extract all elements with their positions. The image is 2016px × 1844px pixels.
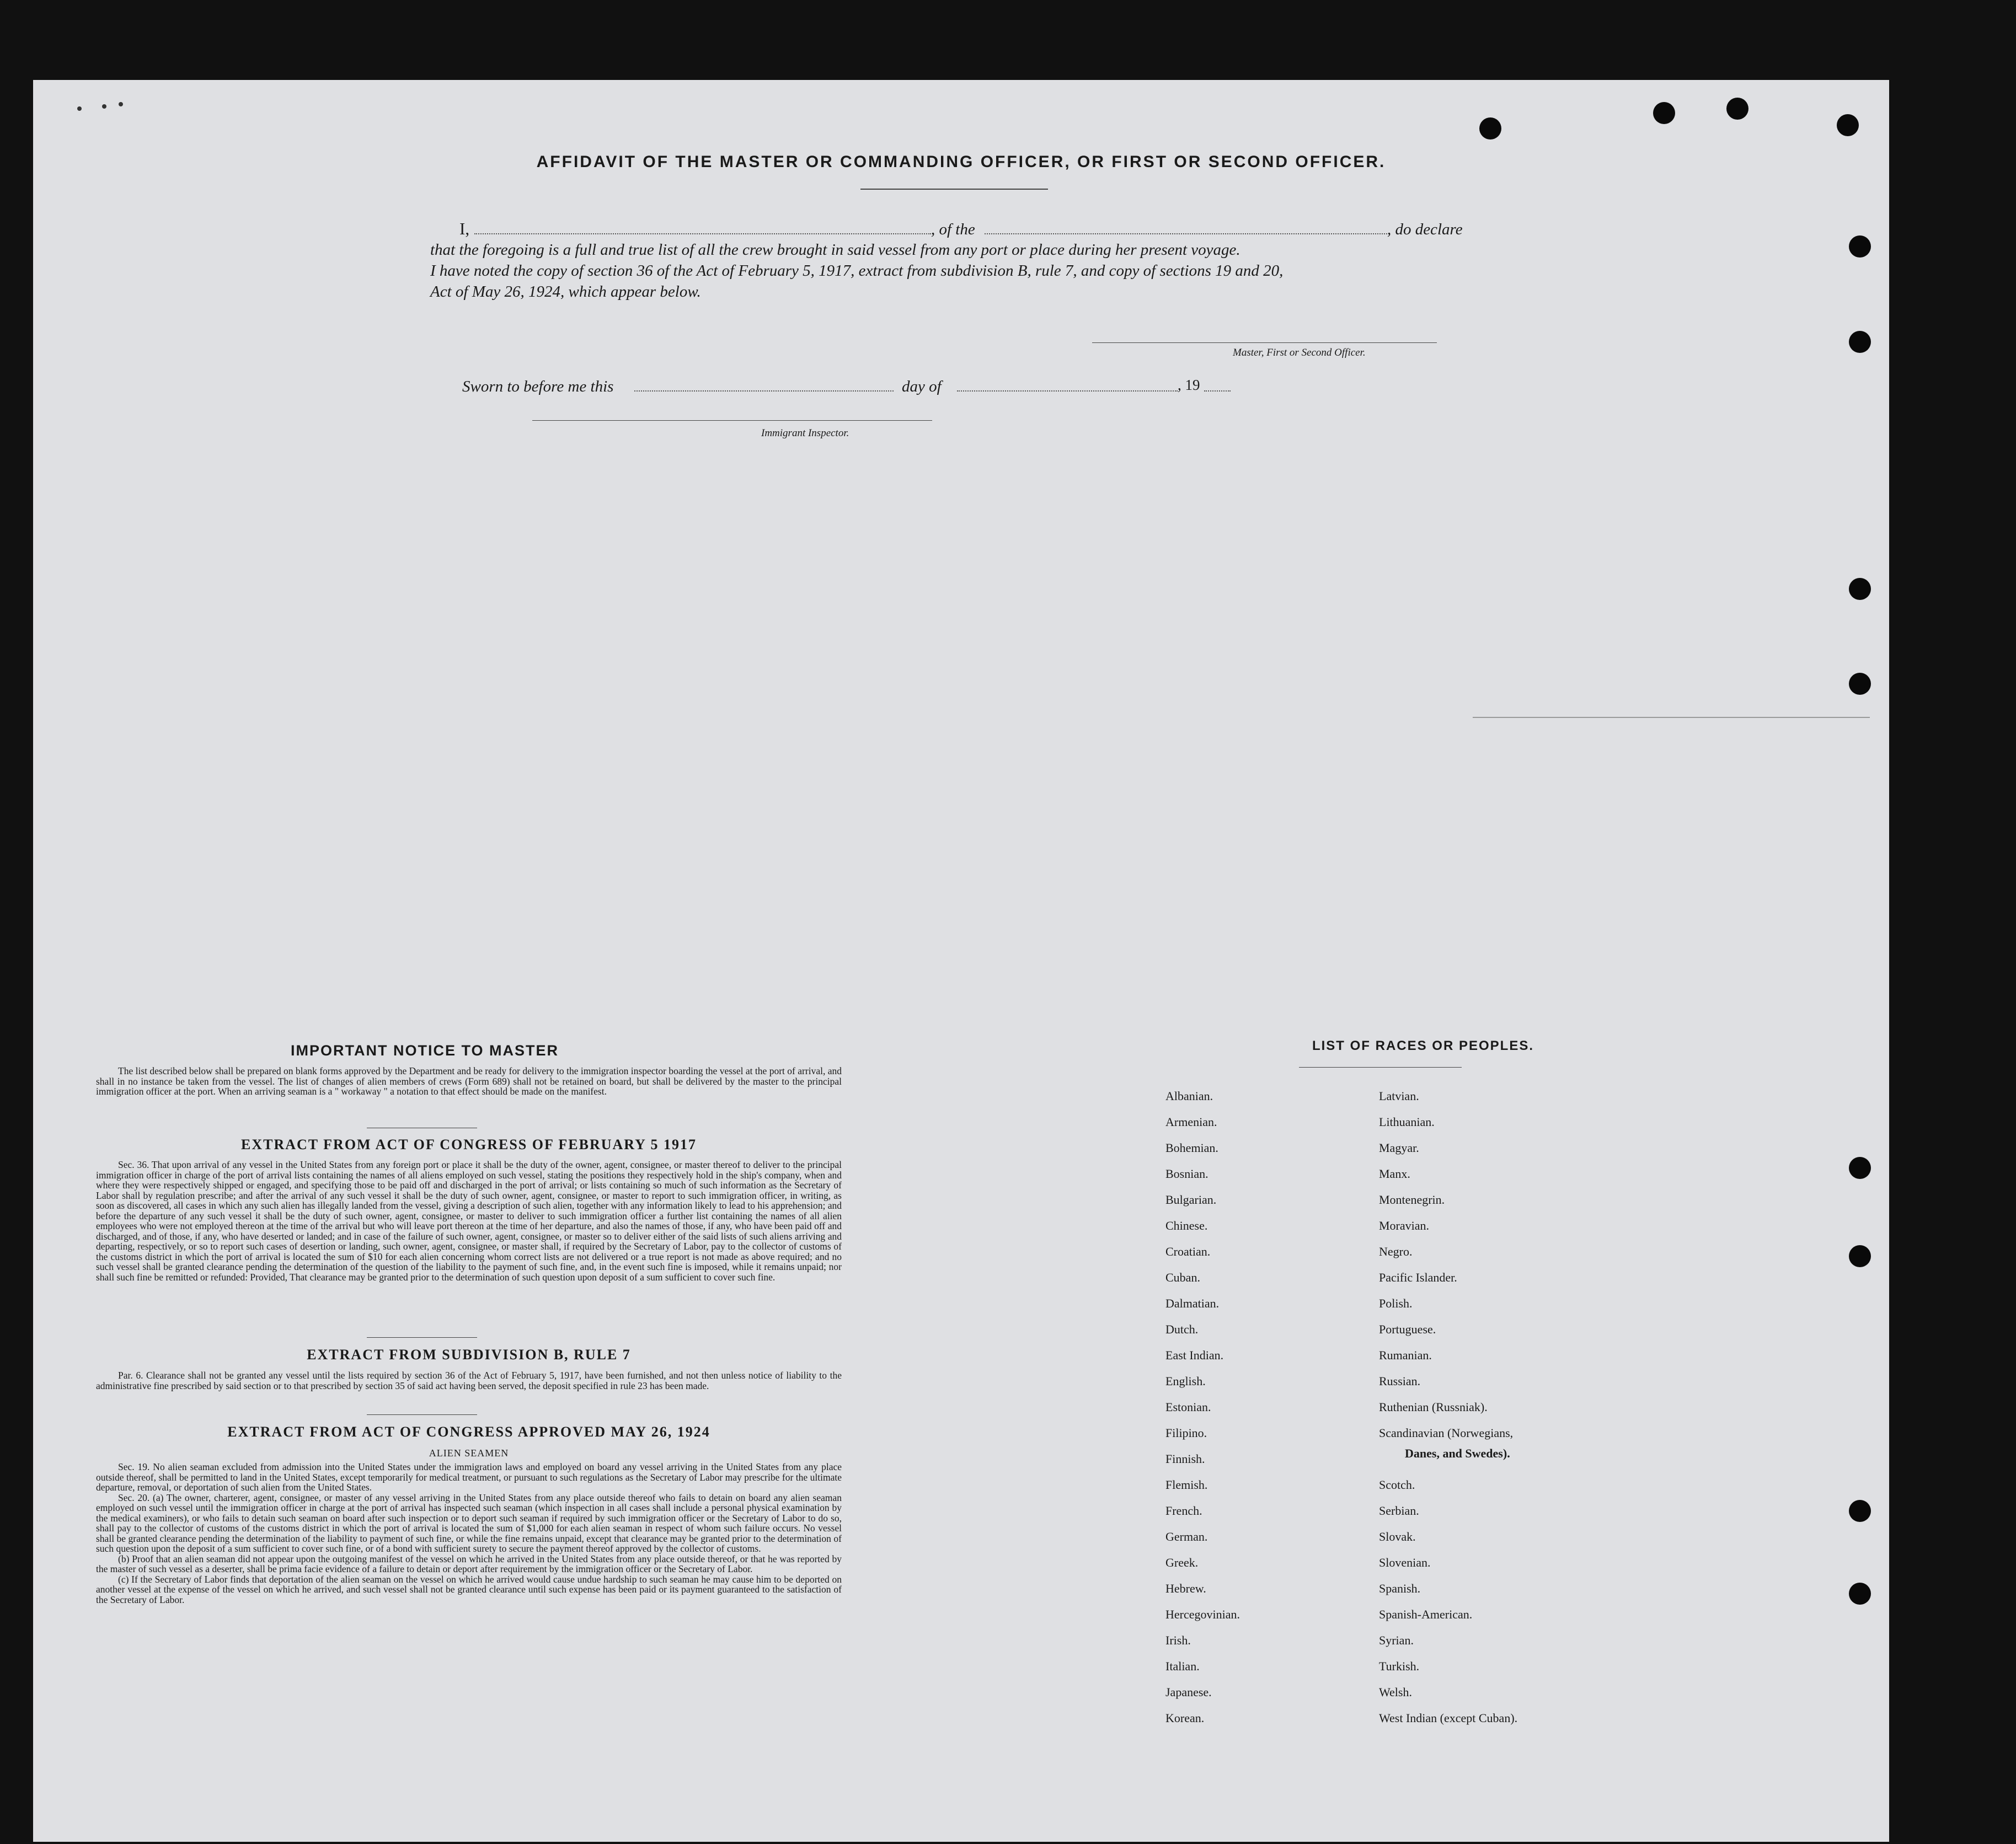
manifest-page	[33, 80, 1889, 1842]
race-item: Ruthenian (Russniak).	[1379, 1400, 1488, 1414]
race-item: Spanish-American.	[1379, 1607, 1473, 1621]
race-item: Croatian.	[1165, 1245, 1211, 1258]
sec19-text: Sec. 19. No alien seaman excluded from admission into the United States under the immigration laws and employed on board any vessel arriving in the United States from any place outside thereof, shall be permitted to land in the United States, except temporarily for medical treatment, or pursuant to such regulations as the Secretary of Labor may prescribe for the ultimate departure, removal, or deportation of such alien from the United States.	[96, 1461, 842, 1493]
race-item: Scandinavian (Norwegians,	[1379, 1426, 1514, 1440]
races-title: LIST OF RACES OR PEOPLES.	[1312, 1038, 1534, 1053]
race-item: Flemish.	[1165, 1478, 1208, 1492]
punch-hole	[1837, 114, 1859, 136]
sworn-day-blank[interactable]	[634, 390, 894, 392]
race-item: Armenian.	[1165, 1115, 1217, 1129]
races-underline	[1299, 1067, 1462, 1068]
punch-hole	[1849, 1583, 1871, 1605]
fold-line	[1473, 717, 1870, 718]
punch-hole	[1849, 673, 1871, 695]
race-item: Lithuanian.	[1379, 1115, 1435, 1129]
rule7-divider	[367, 1414, 477, 1415]
race-item: Syrian.	[1379, 1633, 1414, 1647]
race-item: Magyar.	[1379, 1141, 1419, 1155]
inspector-label: Immigrant Inspector.	[761, 427, 849, 439]
race-item: Montenegrin.	[1379, 1193, 1445, 1207]
extract-1917-title: EXTRACT FROM ACT OF CONGRESS OF FEBRUARY 5 1917	[241, 1137, 697, 1152]
punch-hole	[1849, 1245, 1871, 1267]
punch-hole	[1479, 117, 1501, 140]
punch-hole	[1849, 1157, 1871, 1179]
punch-hole	[1653, 102, 1675, 124]
race-item: Filipino.	[1165, 1426, 1207, 1440]
race-item: Rumanian.	[1379, 1348, 1432, 1362]
rule7-text: Par. 6. Clearance shall not be granted any vessel until the lists required by section 36 of the Act of February 5, 1917, have been furnished, and not then unless notice of liability to the administrative fine prescribed by said section or to that prescribed by section 35 of said act having been served, the deposit specified in rule 23 has been made.	[96, 1370, 842, 1391]
extract-1917-divider	[367, 1337, 477, 1338]
sec20a-text: Sec. 20. (a) The owner, charterer, agent, consignee, or master of any vessel arriving in the United States from any place outside thereof who fails to detain on board any alien seaman employed on such vessel until the immigration officer in charge at the port of arrival has inspected such seaman (which inspection in all cases shall include a personal physical examination by the medical examiners), or who fails to detain such seaman on board after such inspection or to deport such seaman if required by such immigration officer or the Secretary of Labor to do so, shall pay to the collector of customs of the customs district in which the port of arrival is located the sum of $1,000 for each alien seaman in respect of whom such failure occurs. No vessel shall be granted clearance pending the determination of the liability to payment of such fine, or while the fine remains unpaid, except that clearance may be granted prior to the determination of such question upon the deposit of a sum sufficient to cover such fine, or of a bond with sufficient surety to secure the payment thereof approved by the collector of customs.	[96, 1492, 842, 1554]
inspector-signature-line[interactable]	[532, 420, 932, 421]
affidavit-i: I,	[459, 219, 470, 238]
extract-1917-text: Sec. 36. That upon arrival of any vessel in the United States from any foreign port or place it shall be the duty of the owner, agent, consignee, or master thereof to deliver to the principal immigration officer in charge of the port of arrival lists containing the names of all aliens employed on such vessel, stating the positions they respectively hold in the ship's company, when and where they were respectively shipped or engaged, and specifying those to be paid off and discharged in the port of arrival; or lists containing so much of such information as the Secretary of Labor shall by regulation prescribe; and after the arrival of any such vessel it shall be the duty of such owner, agent, consignee, or master to report to such immigration officer, in writing, as soon as discovered, all cases in which any such alien has illegally landed from the vessel, giving a description of such alien, together with any information likely to lead to his apprehension; and before the departure of any such vessel it shall be the duty of such owner, agent, consignee, or master to deliver to such immigration officer a further list containing the names of all alien employees who were not employed thereon at the time of the arrival but who will leave port thereon at the time of her departure, and also the names of those, if any, who have been paid off and discharged, and of those, if any, who have deserted or landed; and in case of the failure of such owner, agent, consignee, or master so to deliver either of the said lists of such aliens arriving and departing, respectively, or so to report such cases of desertion or landing, such owner, agent, consignee, or master shall, if required by the Secretary of Labor, pay to the collector of customs of the customs district in which the port of arrival is located the sum of $10 for each alien concerning whom correct lists are not delivered or a true report is not made as above required; and no such vessel shall be granted clearance pending the determination of the question of the liability to the payment of such fine, and, in the event such fine is imposed, while it remains unpaid; nor shall such fine be remitted or refunded: Provided, That clearance may be granted prior to the determination of such question upon deposit of a sum sufficient to cover such fine.	[96, 1159, 842, 1283]
race-item: English.	[1165, 1374, 1206, 1388]
race-item: Estonian.	[1165, 1400, 1211, 1414]
punch-hole	[1726, 98, 1748, 120]
race-item: Portuguese.	[1379, 1322, 1436, 1336]
race-item: Slovak.	[1379, 1530, 1416, 1543]
speck	[77, 106, 82, 111]
race-item: Welsh.	[1379, 1685, 1412, 1699]
alien-seamen-subtitle: ALIEN SEAMEN	[429, 1448, 509, 1459]
race-item: Pacific Islander.	[1379, 1271, 1457, 1284]
sec20c-text: (c) If the Secretary of Labor finds that deportation of the alien seaman on the vessel on which he arrived would cause undue hardship to such seaman he may cause him to be deported on another vessel at the expense of the vessel on which he arrived, and such vessel shall not be granted clearance until such expense has been paid or its payment guaranteed to the satisfaction of the Secretary of Labor.	[96, 1573, 842, 1605]
race-item: Bosnian.	[1165, 1167, 1208, 1181]
race-item: Greek.	[1165, 1556, 1199, 1569]
punch-hole	[1849, 1500, 1871, 1522]
notice-text: The list described below shall be prepared on blank forms approved by the Department and be ready for delivery to the immigration inspector boarding the vessel at the port of arrival, and shall in no instance be taken from the vessel. The list of changes of alien members of crews (Form 689) shall not be retained on board, but shall be delivered by the master to the principal immigration officer at the port. When an arriving seaman is a " workaway " a notation to that effect should be made on the manifest.	[96, 1065, 842, 1097]
year-blank[interactable]	[1204, 390, 1231, 392]
race-item: West Indian (except Cuban).	[1379, 1711, 1518, 1725]
race-item: Scotch.	[1379, 1478, 1415, 1492]
affidavit-declare: , do declare	[1387, 221, 1463, 238]
year-prefix: , 19	[1178, 377, 1200, 393]
punch-hole	[1849, 578, 1871, 600]
race-item: Serbian.	[1379, 1504, 1419, 1518]
race-item: Polish.	[1379, 1296, 1413, 1310]
race-item: Spanish.	[1379, 1582, 1421, 1595]
race-item: Irish.	[1165, 1633, 1191, 1647]
sworn-month-blank[interactable]	[957, 390, 1178, 392]
race-item: Danes, and Swedes).	[1405, 1446, 1510, 1460]
master-signature-line[interactable]	[1092, 342, 1437, 343]
sec20b-text: (b) Proof that an alien seaman did not appear upon the outgoing manifest of the vessel on which he arrived in the United States from any place outside thereof, or that he was reported by the master of such vessel as a deserter, shall be prima facie evidence of a failure to detain or deport after requirement by the immigration officer or the Secretary of Labor.	[96, 1553, 842, 1574]
race-item: Chinese.	[1165, 1219, 1208, 1232]
punch-hole	[1849, 235, 1871, 258]
race-item: Korean.	[1165, 1711, 1205, 1725]
race-item: East Indian.	[1165, 1348, 1224, 1362]
race-item: Albanian.	[1165, 1089, 1213, 1103]
race-item: Russian.	[1379, 1374, 1421, 1388]
day-of-text: day of	[902, 378, 942, 395]
race-item: French.	[1165, 1504, 1202, 1518]
rule7-title: EXTRACT FROM SUBDIVISION B, RULE 7	[307, 1347, 631, 1363]
affidavit-line2: that the foregoing is a full and true list of all the crew brought in said vessel from any port or place during her present voyage.	[430, 241, 1240, 259]
affidavit-title: AFFIDAVIT OF THE MASTER OR COMMANDING OFFICER, OR FIRST OR SECOND OFFICER.	[536, 153, 1386, 171]
race-item: Japanese.	[1165, 1685, 1212, 1699]
punch-hole	[1849, 331, 1871, 353]
affidavit-line3: I have noted the copy of section 36 of the Act of February 5, 1917, extract from subdivision B, rule 7, and copy of sections 19 and 20,	[430, 262, 1284, 280]
race-item: Manx.	[1379, 1167, 1410, 1181]
affidavit-line4: Act of May 26, 1924, which appear below.	[430, 283, 701, 301]
race-item: Hercegovinian.	[1165, 1607, 1240, 1621]
sworn-text: Sworn to before me this	[462, 378, 614, 395]
race-item: Bulgarian.	[1165, 1193, 1217, 1207]
vessel-blank[interactable]	[985, 233, 1387, 234]
race-item: Bohemian.	[1165, 1141, 1218, 1155]
master-signature-label: Master, First or Second Officer.	[1233, 347, 1366, 358]
affidavit-of-the: , of the	[931, 221, 975, 238]
race-item: Dutch.	[1165, 1322, 1199, 1336]
race-item: German.	[1165, 1530, 1208, 1543]
race-item: Negro.	[1379, 1245, 1413, 1258]
notice-title: IMPORTANT NOTICE TO MASTER	[291, 1042, 559, 1059]
race-item: Latvian.	[1379, 1089, 1419, 1103]
race-item: Cuban.	[1165, 1271, 1200, 1284]
race-item: Italian.	[1165, 1659, 1200, 1673]
race-item: Dalmatian.	[1165, 1296, 1220, 1310]
title-underline	[860, 189, 1048, 190]
speck	[102, 104, 106, 109]
extract-1924-body	[96, 1462, 842, 1605]
race-item: Turkish.	[1379, 1659, 1420, 1673]
name-blank[interactable]	[474, 233, 931, 234]
race-item: Slovenian.	[1379, 1556, 1431, 1569]
race-item: Finnish.	[1165, 1452, 1205, 1466]
extract-1924-title: EXTRACT FROM ACT OF CONGRESS APPROVED MAY 26, 1924	[227, 1424, 710, 1440]
speck	[119, 102, 123, 106]
race-item: Hebrew.	[1165, 1582, 1206, 1595]
race-item: Moravian.	[1379, 1219, 1430, 1232]
